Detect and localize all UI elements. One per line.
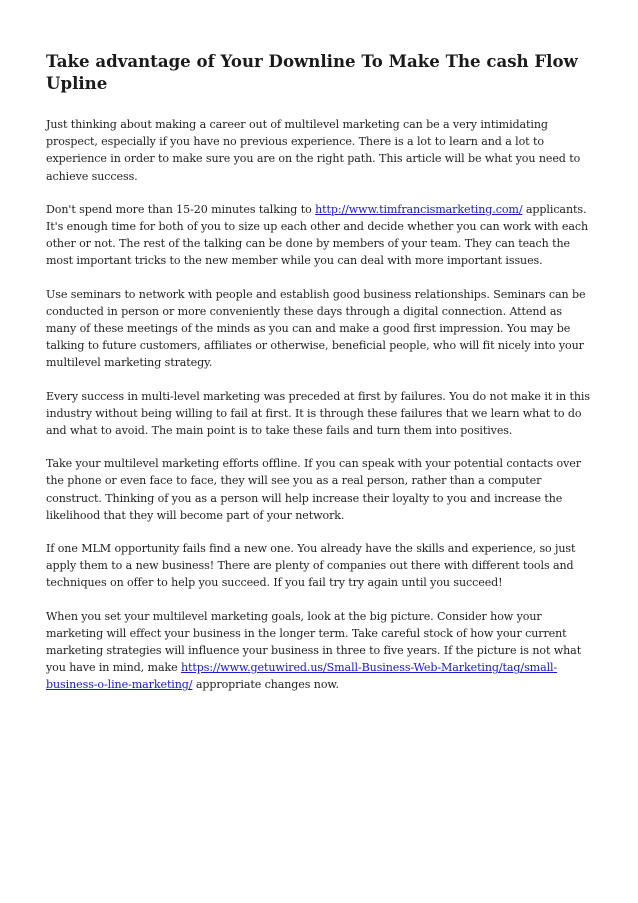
paragraph-5-text: Take your multilevel marketing efforts offline. If you can speak with your potential contacts over the phone or even face to face, they will see you as a real person, rather than a computer construct. Thinking of you as a person will help increase their loyalty to you and increase the likelihood that they will become part of your network. [46,457,581,522]
paragraph-7-text-before: When you set your multilevel marketing goals, look at the big picture. Consider how your marketing will effect your business in the longer term. Take careful stock of how your current marketing strategies will influence your business in three to five years. If the picture is not what you have in mind, make [46,609,582,675]
paragraph-6-text: If one MLM opportunity fails find a new one. You already have the skills and experience, so just apply them to a new business! There are plenty of companies out there with different tools and techniques on offer to help you succeed. If you fail try try again until you succeed! [46,542,576,590]
paragraph-7 [46,608,592,694]
paragraph-4-text: Every success in multi-level marketing was preceded at first by failures. You do not make it in this industry without being willing to fail at first. It is through these failures that we learn what to do and what to avoid. The main point is to take these fails and turn them into positives. [46,389,590,438]
paragraph-5 [46,455,592,524]
paragraph-7-text-after: appropriate changes now. [192,678,339,692]
paragraph-3-text: Use seminars to network with people and establish good business relationships. Seminars can be conducted in person or more conveniently these days through a digital connection. Attend as many of these meetings of the minds as you can and make a good first impression. You may be talking to future customers, affiliates or otherwise, beneficial people, who will fit nicely into your multilevel marketing strategy. [46,287,586,370]
timfrancis-link[interactable]: http://www.timfrancismarketing.com/ [315,202,523,216]
paragraph-2 [46,201,592,270]
paragraph-4 [46,388,592,440]
paragraph-3 [46,286,592,372]
paragraph-1-text: Just thinking about making a career out of multilevel marketing can be a very intimidating prospect, especially if you have no previous experience. There is a lot to learn and a lot to experience in order to make sure you are on the right path. This article will be what you need to achieve success. [46,118,581,183]
paragraph-6 [46,540,592,592]
paragraph-2-text-after: applicants. It's enough time for both of you to size up each other and decide whether you can work with each other or not. The rest of the talking can be done by members of your team. They can teach the most important tricks to the new member while you can deal with more important issues. [46,202,589,268]
paragraph-1 [46,116,592,185]
document-title: Take advantage of Your Downline To Make The cash Flow Upline [46,51,578,93]
getuwired-link[interactable]: https://www.getuwired.us/Small-Business-Web-Marketing/tag/small-business-o-line-marketing/ [46,661,558,692]
paragraph-2-text-before: Don't spend more than 15-20 minutes talking to [46,202,316,216]
